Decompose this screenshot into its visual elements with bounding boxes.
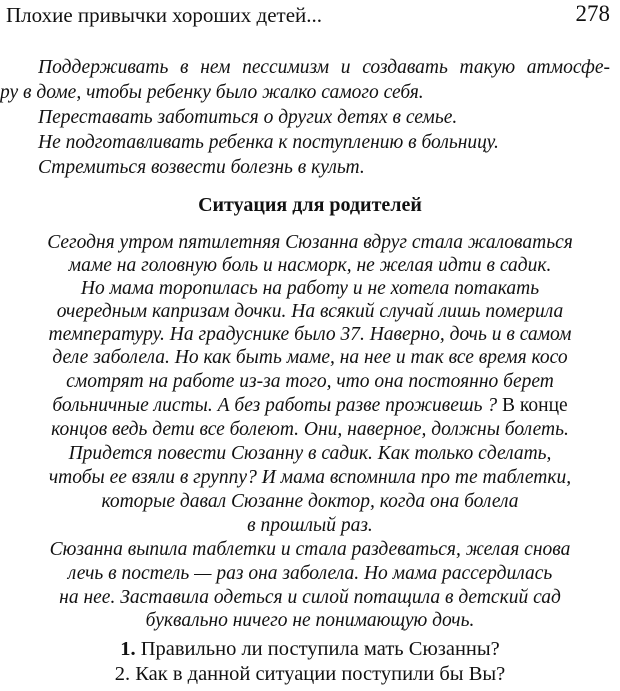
tip-line: Переставать заботиться о других детях в семье. <box>38 107 458 128</box>
story-text: больничные листы. А без работы разве проживешь ? <box>52 395 498 416</box>
story-line: очередным капризам дочки. На всякий случай лишь померила <box>56 301 564 322</box>
running-header <box>6 2 610 32</box>
story-line: температуру. На градуснике было 37. Наверно, дочь и в самом <box>48 324 572 345</box>
tip-line: Поддерживать в нем пессимизм и создавать такую атмосфе- <box>38 57 610 78</box>
question-text: Правильно ли поступила мать Сюзанны? <box>140 638 500 660</box>
question-item <box>0 637 620 662</box>
story-text-upright: В конце <box>502 395 568 416</box>
story-line: на нее. Заставила одеться и силой потащила в детский сад <box>59 587 561 608</box>
running-title: Плохие привычки хороших детей... <box>6 3 323 27</box>
story-line: Придется повести Сюзанну в садик. Как только сделать, <box>68 443 552 464</box>
story-line: маме на головную боль и насморк, не желая идти в садик. <box>68 255 552 276</box>
story-line: Сюзанна выпила таблетки и стала раздеваться, желая снова <box>49 539 571 560</box>
question-number: 1. <box>120 638 136 660</box>
story-line: в прошлый раз. <box>247 515 373 536</box>
story-line: чтобы ее взяли в группу? И мама вспомнила про те таблетки, <box>48 467 572 488</box>
page-number: 278 <box>575 1 610 26</box>
question-number: 2. <box>114 663 131 685</box>
story-line: которые давал Сюзанне доктор, когда она болела <box>101 491 519 512</box>
story-line: Сегодня утром пятилетняя Сюзанна вдруг стала жаловаться <box>47 232 573 253</box>
story-line: деле заболела. Но как быть маме, на нее и так все время косо <box>52 347 568 368</box>
tip-line: ру в доме, чтобы ребенку было жалко самого себя. <box>0 82 424 103</box>
story-line: смотрят на работе из-за того, что она постоянно берет <box>66 371 554 392</box>
question-item <box>0 662 620 687</box>
story-line: Но мама торопилась на работу и не хотела потакать <box>80 278 540 299</box>
tip-line: Стремиться возвести болезнь в культ. <box>38 157 365 178</box>
tip-line: Не подготавливать ребенка к поступлению в больницу. <box>38 132 499 153</box>
section-heading: Ситуация для родителей <box>198 194 422 216</box>
story-line <box>0 394 620 418</box>
question-text: Как в данной ситуации поступили бы Вы? <box>135 663 506 685</box>
story-line: буквально ничего не понимающую дочь. <box>145 610 475 631</box>
story-line: концов ведь дети все болеют. Они, наверное, должны болеть. <box>51 419 569 440</box>
story-line: лечь в постель — раз она заболела. Но мама рассердилась <box>67 563 553 584</box>
